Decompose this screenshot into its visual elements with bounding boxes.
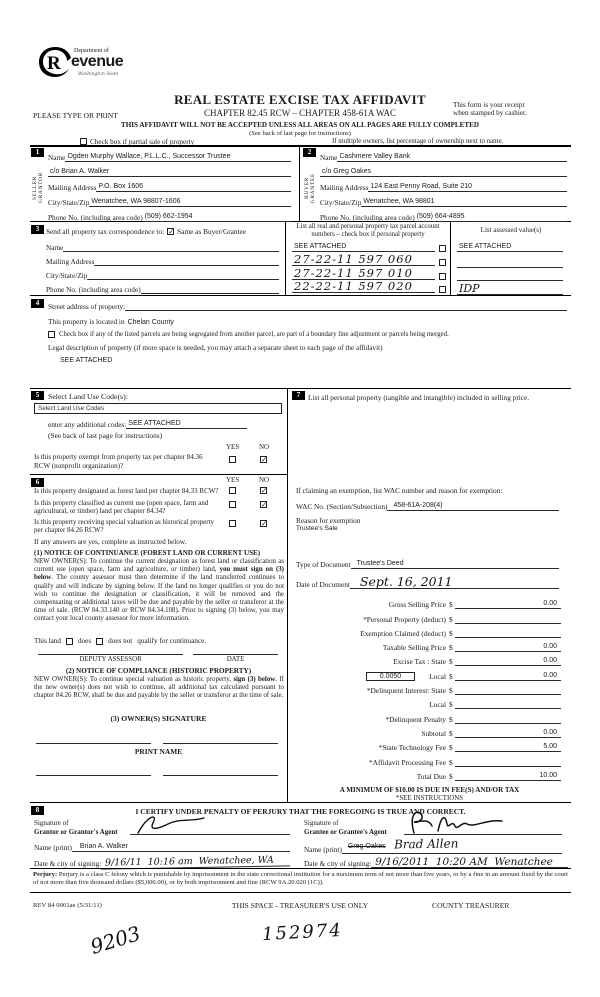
money-row-delinq-penalty: *Delinquent Penalty $ — [288, 709, 561, 723]
money-row-excise-state: Excise Tax : State $ 0.00 — [288, 652, 561, 666]
this-land-label: This land — [34, 637, 61, 645]
corr-phone-label: Phone No. (including area code) — [46, 285, 141, 294]
perjury-block — [30, 868, 571, 893]
land-use-column — [30, 389, 288, 802]
land-use-tax-section — [30, 388, 571, 803]
excise-tax-state-field[interactable]: 0.00 — [455, 657, 561, 666]
additional-codes-field[interactable]: SEE ATTACHED — [126, 420, 247, 429]
buyer-name-field[interactable]: Cashmere Valley Bank — [337, 153, 567, 162]
grantee-name-label: Name (print) — [304, 845, 342, 854]
section-1-badge: 1 — [31, 148, 44, 157]
deputy-date-label: DATE — [226, 656, 245, 663]
legal-description-value[interactable]: SEE ATTACHED — [60, 357, 113, 364]
owners-signature-heading: (3) OWNER(S) SIGNATURE — [110, 714, 207, 723]
seller-name-field[interactable]: Ogden Murphy Wallace, P.L.L.C., Successor Trustee — [65, 153, 291, 162]
buyer-co-field[interactable]: c/o Greg Oakes — [320, 168, 567, 177]
land-use-dropdown[interactable]: Select Land Use Codes — [34, 403, 282, 414]
tax-computation-column — [288, 389, 571, 802]
exempt-no-checkbox[interactable]: ✓ — [261, 455, 268, 464]
form-title: REAL ESTATE EXCISE TAX AFFIDAVIT — [174, 92, 426, 107]
segregated-checkbox[interactable] — [48, 331, 55, 338]
corr-name-label: Name — [46, 243, 64, 252]
grantee-signature-image — [406, 807, 516, 837]
assessed-field-4[interactable]: IDP — [457, 283, 563, 295]
parcel-field-1[interactable]: SEE ATTACHED — [292, 243, 435, 252]
compliance-paragraph: NEW OWNER(S): To continue special valuation as historic property, sign (3) below. If the new owner(s) does not wish to continue, all additional tax calculated pursuant to chapter 84.26 RCW, shall be due and payable by the seller or transferor at the time of sale. — [34, 676, 284, 700]
does-label: does — [77, 637, 92, 645]
historic-question: Is this property receiving special valuation as historical property per chapter 84.26 RCW? — [34, 518, 215, 535]
header-notice: THIS AFFIDAVIT WILL NOT BE ACCEPTED UNLESS ALL AREAS ON ALL PAGES ARE FULLY COMPLETED — [121, 121, 479, 129]
qualify-row — [34, 637, 206, 645]
seller-mailing-label: Mailing Address — [48, 183, 97, 192]
grantor-name-label: Name (print) — [34, 843, 72, 852]
buyer-phone-label: Phone No. (including area code) — [320, 213, 415, 222]
buyer-phone-field[interactable]: (509) 664-4895 — [415, 213, 567, 222]
exemption-claimed-field[interactable] — [455, 629, 561, 638]
total-due-field[interactable]: 10.00 — [455, 772, 561, 781]
treasurer-stamp-left: 9203 — [87, 921, 144, 959]
doc-type-label: Type of Document — [296, 560, 351, 569]
grantee-date-field[interactable]: 9/16/2011 10:20 AM Wenatchee — [371, 857, 568, 868]
svg-text:R: R — [47, 53, 61, 74]
corr-name-field[interactable] — [63, 243, 279, 252]
historic-no-checkbox[interactable]: ✓ — [261, 519, 268, 528]
minimum-fee-note: A MINIMUM OF $10.00 IS DUE IN FEE(S) AND/OR TAX — [339, 786, 520, 794]
perjury-label: Perjury: — [33, 871, 58, 878]
current-use-no-checkbox[interactable]: ✓ — [261, 500, 268, 509]
land-use-title: Select Land Use Code(s): — [48, 392, 128, 401]
parcel-field-2[interactable]: 27-22-11 597 060 — [292, 254, 435, 266]
located-county-value[interactable]: Chelan County — [127, 319, 174, 326]
partial-sale-label: Check box if partial sale of property — [90, 137, 195, 146]
taxable-selling-price-field[interactable]: 0.00 — [455, 643, 561, 652]
section-8-badge: 8 — [31, 806, 44, 815]
buyer-city-field[interactable]: Wenatchee, WA 98801 — [361, 198, 567, 207]
parcel-4-personal-checkbox[interactable] — [439, 286, 446, 293]
forest-yes-checkbox[interactable] — [229, 487, 236, 494]
treasurer-stamp-number: 152974 — [261, 919, 344, 946]
money-row-delinq-int-state: *Delinquent Interest: State $ — [288, 681, 561, 695]
assessed-field-2[interactable] — [457, 259, 563, 268]
grantor-signature-image — [134, 813, 214, 835]
continuance-block — [30, 475, 287, 802]
buyer-name-label: Name — [320, 153, 338, 162]
seller-city-field[interactable]: Wenatchee, WA 98807-1606 — [89, 198, 291, 207]
money-table — [288, 595, 561, 781]
owner-signature-line-1[interactable] — [36, 743, 151, 744]
historic-yes-checkbox[interactable] — [229, 520, 236, 527]
compliance-heading: (2) NOTICE OF COMPLIANCE (HISTORIC PROPERTY) — [65, 667, 252, 675]
corr-city-field[interactable] — [87, 271, 279, 280]
excise-tax-local-field[interactable]: 0.00 — [455, 672, 561, 681]
owner-print-line-1[interactable] — [36, 775, 151, 776]
street-address-label: Street address of property: — [48, 302, 126, 311]
owner-print-line-2[interactable] — [163, 775, 278, 776]
does-not-checkbox[interactable] — [96, 638, 103, 645]
grantee-name-struck: Greg Oakes — [347, 843, 386, 850]
buyer-mailing-field[interactable]: 124 East Penny Road, Suite 210 — [368, 183, 567, 192]
assessed-values-block — [450, 222, 571, 295]
logo-state-text: Washington State — [78, 72, 119, 77]
sec5-yes-header: YES — [226, 443, 240, 451]
parcel-field-3[interactable]: 27-22-11 597 010 — [292, 268, 435, 280]
affidavit-processing-fee-field[interactable] — [455, 758, 561, 767]
parcel-header: List all real and personal property tax parcel account numbers – check box if personal property — [296, 223, 440, 238]
deputy-assessor-label: DEPUTY ASSESSOR — [79, 656, 142, 663]
logo-brand-text: evenue — [71, 53, 124, 70]
grantor-date-label: Date & city of signing: — [34, 859, 102, 868]
wac-field[interactable]: 458-61A-208(4) — [387, 502, 559, 511]
county-treasurer-label: COUNTY TREASURER — [432, 901, 510, 910]
personal-property-deduct-field[interactable] — [455, 615, 561, 624]
legal-description-label: Legal description of property (if more space is needed, you may attach a separate sheet to each page of the affidavit) — [48, 344, 383, 352]
see-back-note: (See back of last page for instructions) — [249, 129, 351, 137]
wac-label: WAC No. (Section/Subsection) — [296, 502, 388, 511]
receipt-note-line1: This form is your receipt — [453, 101, 525, 109]
parcel-field-4[interactable]: 22-22-11 597 020 — [292, 281, 435, 293]
money-row-affidavit-fee: *Affidavit Processing Fee $ — [288, 752, 561, 766]
money-row-tech-fee: *State Technology Fee $ 5.00 — [288, 738, 561, 752]
money-row-subtotal: Subtotal $ 0.00 — [288, 724, 561, 738]
deputy-date-line[interactable] — [193, 654, 278, 655]
grantor-name-field[interactable]: Brian A. Walker — [72, 843, 290, 852]
parcel-3-personal-checkbox[interactable] — [439, 273, 446, 280]
doc-date-field[interactable]: Sept. 16, 2011 — [350, 576, 559, 589]
additional-codes-label: enter any additional codes: — [48, 420, 127, 429]
doc-date-label: Date of Document — [296, 580, 350, 589]
money-row-exemption: Exemption Claimed (deduct) $ — [288, 624, 561, 638]
exemption-note: If claiming an exemption, list WAC number and reason for exemption: — [296, 486, 503, 495]
form-rev-number: REV 84 0001ae (5/31/11) — [33, 902, 102, 909]
corr-phone-field[interactable] — [141, 285, 279, 294]
receipt-note-line2: when stamped by cashier. — [453, 109, 527, 117]
grantor-sig-label-1: Signature of — [34, 819, 69, 827]
gross-selling-price-field[interactable]: 0.00 — [455, 600, 561, 609]
grantee-name-field[interactable] — [342, 835, 562, 854]
seller-co-field[interactable]: c/o Brian A. Walker — [48, 168, 291, 177]
assessed-field-1[interactable]: SEE ATTACHED — [457, 243, 563, 252]
sec5-no-header: NO — [259, 443, 270, 451]
money-row-personal: *Personal Property (deduct) $ — [288, 609, 561, 623]
seller-buyer-section — [30, 145, 571, 222]
perjury-text: Perjury is a class C felony which is punishable by imprisonment in the state correctional institution for a maximum term of not more than five years, or by a fine in an amount fixed by the court of not more than five thousand dollars ($5,000.00), or by both imprisonment and fine (RCW 9A.20.020 (1C)). — [33, 871, 568, 887]
dor-logo — [38, 46, 148, 82]
sec6-yes-header: YES — [226, 476, 240, 484]
buyer-mailing-label: Mailing Address — [320, 183, 369, 192]
segregated-label: Check box if any of the listed parcels are being segregated from another parcel, are part of a boundary line adjustment or parcels being merged. — [59, 331, 449, 338]
grantee-date-label: Date & city of signing: — [304, 859, 372, 868]
does-checkbox[interactable] — [66, 638, 73, 645]
buyer-side-label: BUYER GRANTEE — [304, 172, 316, 204]
certify-statement: I CERTIFY UNDER PENALTY OF PERJURY THAT THE FOREGOING IS TRUE AND CORRECT. — [135, 807, 466, 816]
money-row-local: 0.0050 Local $ 0.00 — [288, 666, 561, 680]
delinquent-interest-local-field[interactable] — [455, 700, 561, 709]
seller-phone-label: Phone No. (including area code) — [48, 213, 143, 222]
does-not-label: does not — [108, 637, 133, 645]
multiple-owners-note: If multiple owners, list percentage of ownership next to name. — [332, 138, 504, 145]
deputy-assessor-sig-line[interactable] — [38, 654, 183, 655]
seller-mailing-field[interactable]: P.O. Box 1606 — [96, 183, 291, 192]
corr-city-label: City/State/Zip — [46, 271, 88, 280]
certification-section — [30, 803, 571, 868]
section-4-badge: 4 — [31, 299, 44, 308]
send-correspondence-label: Send all property tax correspondence to: — [46, 226, 165, 236]
local-rate-box[interactable]: 0.0050 — [366, 672, 415, 681]
assessed-field-3[interactable] — [457, 272, 563, 281]
located-in-label: This property is located in — [48, 317, 125, 326]
seller-block — [30, 147, 300, 221]
grantee-sig-label-1: Signature of — [304, 819, 339, 827]
money-row-gross: Gross Selling Price $ 0.00 — [288, 595, 561, 609]
assessed-header: List assessed value(s) — [480, 226, 542, 234]
continuance-paragraph: NEW OWNER(S): To continue the current designation as forest land or classification as current use (open space, farm and agriculture, or timber) land, you must sign on (3) below. The county assessor must then determine if the land transferred continues to qualify and will indicate by signing below. If the land no longer qualifies or you do not wish to continue the designation or classification, it will be removed and the compensating or additional taxes will be due and payable by the seller or transferor at the time of sale. (RCW 84.33.140 or RCW 84.34.108). Prior to signing (3) below, you may contact your local county assessor for more information. — [34, 558, 284, 623]
exempt-question: Is this property exempt from property tax per chapter 84.36 RCW (nonprofit organization)? — [34, 453, 203, 470]
treasurer-space-label: THIS SPACE - TREASURER'S USE ONLY — [231, 901, 369, 910]
section-2-badge: 2 — [303, 148, 316, 157]
grantee-sig-label-2: Grantee or Grantee's Agent — [304, 827, 387, 836]
current-use-yes-checkbox[interactable] — [229, 501, 236, 508]
partial-sale-checkbox[interactable] — [80, 138, 87, 145]
section-3-badge: 3 — [31, 225, 44, 234]
owner-signature-line-2[interactable] — [163, 743, 278, 744]
parcel-numbers-block — [285, 222, 450, 295]
state-technology-fee-field[interactable]: 5.00 — [455, 743, 561, 752]
money-row-total-due: Total Due $ 10.00 — [288, 767, 561, 781]
section-6-badge: 6 — [31, 478, 44, 487]
personal-property-label: List all personal property (tangible and intangible) included in selling price. — [308, 393, 530, 402]
grantor-sig-label-2: Grantor or Grantor's Agent — [34, 827, 118, 836]
parcel-1-personal-checkbox[interactable] — [439, 245, 446, 252]
buyer-city-label: City/State/Zip — [320, 198, 362, 207]
reason-label: Reason for exemption — [296, 516, 361, 525]
seller-phone-field[interactable]: (509) 662-1954 — [143, 213, 291, 222]
money-row-taxable: Taxable Selling Price $ 0.00 — [288, 638, 561, 652]
subtotal-field[interactable]: 0.00 — [455, 729, 561, 738]
grantee-name-handwritten: Brad Allen — [393, 836, 459, 852]
correspondence-parcels-section — [30, 222, 571, 296]
sec6-no-header: NO — [259, 476, 270, 484]
parcel-2-personal-checkbox[interactable] — [439, 259, 446, 266]
money-row-delinq-int-local: Local $ — [288, 695, 561, 709]
receipt-note — [453, 101, 573, 117]
section-5-badge: 5 — [31, 391, 44, 400]
seller-city-label: City/State/Zip — [48, 198, 90, 207]
property-address-section — [30, 296, 571, 388]
grantor-date-field[interactable]: 9/16/11 10:16 am Wenatchee, WA — [101, 855, 290, 869]
reason-value[interactable]: Trustee's Sale — [296, 525, 338, 532]
revenue-logo-icon — [38, 46, 72, 78]
same-as-buyer-checkbox[interactable]: ✓ — [168, 226, 175, 236]
continuance-heading: (1) NOTICE OF CONTINUANCE (FOREST LAND OR CURRENT USE) — [34, 549, 261, 557]
sec5-see-back: (See back of last page for instructions) — [48, 431, 163, 440]
same-as-buyer-label: Same as Buyer/Grantee — [177, 226, 247, 236]
seller-name-label: Name — [48, 153, 66, 162]
print-name-label: PRINT NAME — [134, 747, 183, 756]
forest-question: Is this property designated as forest land per chapter 84.33 RCW? — [34, 487, 219, 495]
doc-type-field[interactable]: Trustee's Deed — [351, 560, 559, 569]
seller-side-label: SELLER GRANTOR — [32, 172, 44, 204]
forest-no-checkbox[interactable]: ✓ — [261, 486, 268, 495]
correspondence-block — [30, 222, 285, 295]
qualify-label: qualify for continuance. — [137, 637, 207, 645]
see-instructions-note: *SEE INSTRUCTIONS — [395, 795, 464, 802]
exempt-yes-checkbox[interactable] — [229, 456, 236, 463]
corr-mailing-label: Mailing Address — [46, 257, 95, 266]
section-7-badge: 7 — [292, 391, 305, 400]
street-address-field[interactable] — [125, 302, 567, 311]
if-yes-note: If any answers are yes, complete as instructed below. — [34, 538, 187, 546]
delinquent-penalty-field[interactable] — [455, 715, 561, 724]
current-use-question: Is this property classified as current use (open space, farm and agricultural, or timber) land per chapter 84.34? — [34, 499, 209, 516]
buyer-block — [300, 147, 571, 221]
delinquent-interest-state-field[interactable] — [455, 686, 561, 695]
form-subtitle: CHAPTER 82.45 RCW – CHAPTER 458-61A WAC — [204, 108, 396, 118]
corr-mailing-field[interactable] — [94, 257, 279, 266]
type-or-print-label: PLEASE TYPE OR PRINT — [33, 111, 118, 120]
logo-dept-text: Department of — [74, 48, 109, 54]
land-use-codes-block — [30, 389, 287, 475]
